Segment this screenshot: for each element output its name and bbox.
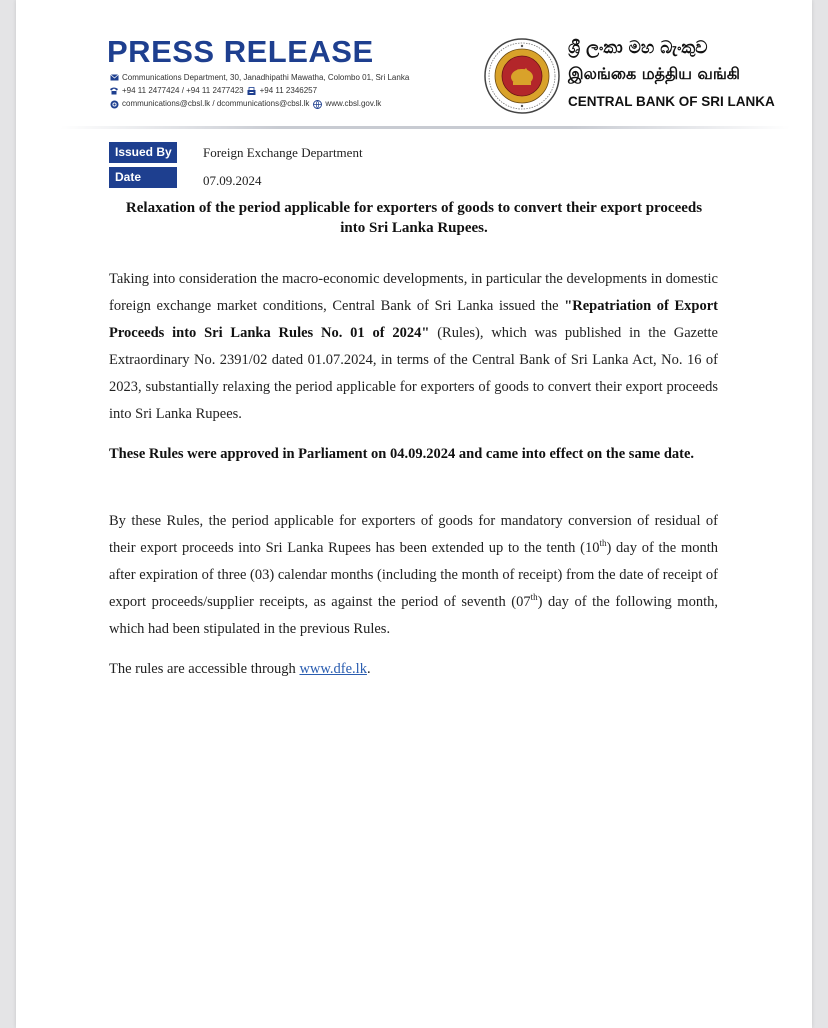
at-icon <box>109 100 119 109</box>
press-release-page <box>16 0 812 1028</box>
paragraph-2 <box>109 441 718 468</box>
bank-name-sinhala: ශ්‍රී ලංකා මහ බැංකුව <box>568 38 708 58</box>
rules-title: "Repatriation of Export Proceeds into Sri Lanka Rules No. 01 of 2024" <box>109 298 718 341</box>
envelope-icon <box>109 74 119 83</box>
superscript-th-2: th <box>530 592 538 603</box>
paragraph-4-text-b: . <box>366 661 371 677</box>
superscript-th-1: th <box>599 538 607 549</box>
paragraph-4-text-a: The rules are accessible through <box>109 661 300 677</box>
press-release-title: PRESS RELEASE <box>107 34 374 69</box>
paragraph-4 <box>109 656 718 683</box>
header-divider <box>60 126 790 129</box>
issued-by-value: Foreign Exchange Department <box>203 145 363 160</box>
address-text: Communications Department, 30, Janadhipathi Mawatha, Colombo 01, Sri Lanka <box>122 73 410 82</box>
email-text[interactable]: communications@cbsl.lk / dcommunications@cbsl.lk <box>122 99 310 108</box>
phone-text[interactable]: +94 11 2477424 / +94 11 2477423 <box>122 86 244 95</box>
fax-icon <box>247 87 257 96</box>
paragraph-2-text: These Rules were approved in Parliament on 04.09.2024 and came into effect on the same date. <box>109 446 695 462</box>
issued-by-label: Issued By <box>109 142 177 163</box>
bank-name-tamil: இலங்கை மத்திய வங்கி <box>568 64 740 83</box>
central-bank-seal <box>484 38 560 114</box>
website-text[interactable]: www.cbsl.gov.lk <box>325 99 382 108</box>
phone-line <box>109 85 317 97</box>
dfe-link[interactable]: www.dfe.lk <box>299 661 367 677</box>
paragraph-1-text-b: (Rules), which was published in the Gazette Extraordinary No. 2391/02 dated 01.07.2024, in terms of the Central Bank of Sri Lanka Act, No. 16 of 2023, substantially relaxing the period applicable for exporters of goods to convert their export proceeds into Sri Lanka Rupees. <box>109 325 718 422</box>
headline: Relaxation of the period applicable for exporters of goods to convert their export proceeds into Sri Lanka Rupees. <box>125 200 703 236</box>
date-value: 07.09.2024 <box>203 173 262 188</box>
paragraph-1 <box>109 266 718 428</box>
phone-icon <box>109 87 119 96</box>
address-line <box>109 72 409 84</box>
paragraph-3 <box>109 508 718 643</box>
paragraph-3-text-a: By these Rules, the period applicable for exporters of goods for mandatory conversion of residual of their export proceeds into Sri Lanka Rupees has been extended up to the tenth (10 <box>109 513 718 556</box>
fax-text: +94 11 2346257 <box>259 86 318 95</box>
paragraph-3-text-b: ) day of the month after expiration of three (03) calendar months (including the month of receipt) from the date of receipt of export proceeds/supplier receipts, as against the period of seventh (07 <box>109 540 718 610</box>
date-label: Date <box>109 167 177 188</box>
paragraph-3-text-c: ) day of the following month, which had been stipulated in the previous Rules. <box>109 594 718 637</box>
email-web-line <box>109 98 381 110</box>
bank-name-english: CENTRAL BANK OF SRI LANKA <box>568 94 775 109</box>
paragraph-1-text-a: Taking into consideration the macro-economic developments, in particular the developments in domestic foreign exchange market conditions, Central Bank of Sri Lanka issued the <box>109 271 718 314</box>
globe-icon <box>312 100 322 109</box>
